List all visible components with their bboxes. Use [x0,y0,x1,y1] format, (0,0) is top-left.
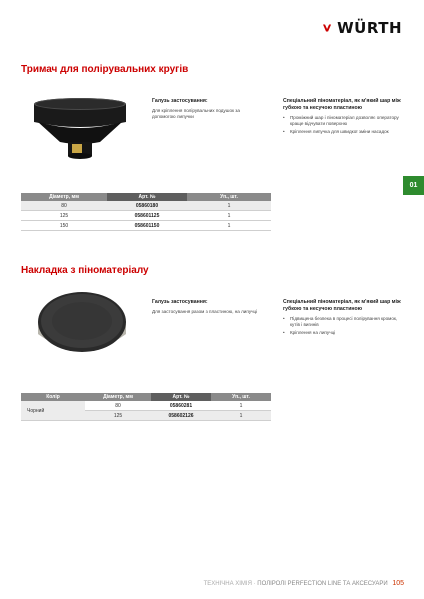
section2-feature-list [283,316,399,337]
section1-feature-title: Спеціальний піноматеріал, як м'який шар між губкою та несучою пластиною [283,98,401,111]
table-header: Арт. № [151,393,211,401]
table-cell: 125 [21,211,107,221]
table-cell: 150 [21,221,107,231]
section2-feature-item: • Кріплення на липучці [283,330,399,336]
table-row [21,401,271,411]
section1-feature-item: • Проміжний шар і піноматеріал дозволяє оператору краще відчувати поверхню [283,115,399,128]
table-cell: 1 [187,221,271,231]
table-row [21,221,271,231]
table-header: Діаметр, мм [21,193,107,201]
section1-application-label: Галузь застосування: [152,98,208,104]
section1-application-text: Для кріплення полірувальних подушок за допомогою липучки [152,108,240,120]
section2-feature-title: Спеціальний піноматеріал, як м'який шар між губкою та несучою пластиною [283,299,401,312]
section2-application-label: Галузь застосування: [152,299,208,305]
table-header: Діаметр, мм [85,393,151,401]
section2-title: Накладка з піноматеріалу [21,265,149,276]
table-cell: 1 [187,201,271,211]
table-row [21,211,271,221]
page-footer [0,580,404,587]
table-cell: 058602126 [151,411,211,421]
polishing-holder-image [28,92,132,170]
section2-application-text: Для застосування разом з пластиною, на липучці [152,309,258,314]
table-cell: 80 [85,401,151,411]
brand-logo [322,18,402,38]
table-cell: 05860281 [151,401,211,411]
section1-feature-item: • Кріплення липучка для швидкої зміни насадок [283,129,399,135]
wurth-logo-icon [322,19,332,37]
section2-table [21,393,271,421]
footer-section: ПОЛІРОЛІ PERFECTION LINE ТА АКСЕСУАРИ [257,581,388,587]
brand-name: WÜRTH [337,19,402,37]
table-row [21,201,271,211]
table-header: Уп., шт. [211,393,271,401]
section1-table [21,193,271,231]
table-cell: 058601150 [107,221,187,231]
section1-title: Тримач для полірувальних кругів [21,64,189,75]
table-cell: 1 [187,211,271,221]
table-cell: 1 [211,401,271,411]
table-cell: 05860180 [107,201,187,211]
table-cell: 80 [21,201,107,211]
table-cell: 1 [211,411,271,421]
foam-pad-image [32,288,132,366]
table-header: Арт. № [107,193,187,201]
page-number: 105 [392,580,404,587]
table-cell-color: Чорний [21,401,85,421]
table-header: Уп., шт. [187,193,271,201]
table-header: Колір [21,393,85,401]
section1-feature-list [283,115,399,136]
section2-feature-item: • Підвищена безпека в процесі полірування кромок, кутів і вигинів [283,316,399,329]
table-cell: 058601125 [107,211,187,221]
footer-separator: · [251,581,258,587]
footer-category: ТЕХНІЧНА ХІМІЯ [203,581,252,587]
chapter-tab[interactable]: 01 [403,176,424,195]
table-cell: 125 [85,411,151,421]
